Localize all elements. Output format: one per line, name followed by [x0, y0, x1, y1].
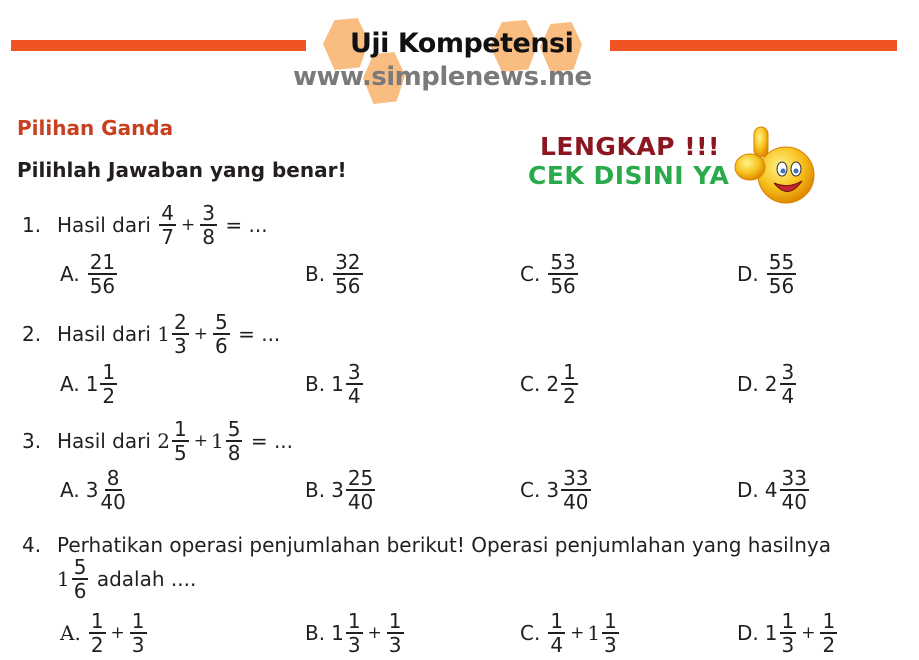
- fraction: $\frac{3}{8}$: [202, 201, 215, 249]
- question-text: Perhatikan operasi penjumlahan berikut! Operasi penjumlahan yang hasilnya: [57, 533, 832, 557]
- option-4a[interactable]: A. $\frac{1}{2}$ + $\frac{1}{3}$: [60, 609, 145, 657]
- instruction-text: Pilihlah Jawaban yang benar!: [17, 158, 347, 182]
- question-2: 2. Hasil dari 1 $\frac{2}{3}$ + $\frac{5}{6}$ = ...: [22, 310, 281, 358]
- option-2c[interactable]: C. 2 $\frac{1}{2}$: [520, 360, 576, 408]
- page-title: Uji Kompetensi: [350, 28, 574, 59]
- option-1c[interactable]: C. $\frac{53}{56}$: [520, 250, 576, 298]
- question-4-line-2: 1 $\frac{5}{6}$ adalah ....: [57, 555, 197, 603]
- question-1: 1. Hasil dari $\frac{4}{7}$ + $\frac{3}{8}$ = ...: [22, 201, 268, 249]
- option-4b[interactable]: B. 1 $\frac{1}{3}$ + $\frac{1}{3}$: [305, 609, 402, 657]
- option-1a[interactable]: A. $\frac{21}{56}$: [60, 250, 116, 298]
- question-3: 3. Hasil dari 2 $\frac{1}{5}$ + 1 $\frac{5}{8}$ = ...: [22, 417, 294, 465]
- question-4: 4. Perhatikan operasi penjumlahan berikut! Operasi penjumlahan yang hasilnya: [22, 533, 832, 557]
- promo-line-2[interactable]: CEK DISINI YA: [528, 161, 730, 190]
- watermark-url: www.simplenews.me: [293, 62, 592, 92]
- fraction: $\frac{4}{7}$: [161, 201, 175, 249]
- option-2b[interactable]: B. 1 $\frac{3}{4}$: [305, 360, 361, 408]
- option-3b[interactable]: B. 3 $\frac{25}{40}$: [305, 466, 374, 514]
- option-4d[interactable]: D. 1 $\frac{1}{3}$ + $\frac{1}{2}$: [737, 609, 836, 657]
- question-prefix: Hasil dari: [57, 213, 151, 237]
- option-3c[interactable]: C. 3 $\frac{33}{40}$: [520, 466, 589, 514]
- thumbs-up-smiley-icon[interactable]: [730, 123, 816, 207]
- promo-line-1[interactable]: LENGKAP !!!: [540, 132, 720, 161]
- option-3d[interactable]: D. 4 $\frac{33}{40}$: [737, 466, 807, 514]
- option-1b[interactable]: B. $\frac{32}{56}$: [305, 250, 361, 298]
- header-rule-left: [11, 40, 306, 51]
- option-2a[interactable]: A. 1 $\frac{1}{2}$: [60, 360, 116, 408]
- option-1d[interactable]: D. $\frac{55}{56}$: [737, 250, 795, 298]
- option-4c[interactable]: C. $\frac{1}{4}$ + 1 $\frac{1}{3}$: [520, 609, 617, 657]
- header-rule-right: [610, 40, 897, 51]
- option-2d[interactable]: D. 2 $\frac{3}{4}$: [737, 360, 795, 408]
- question-number: 1.: [22, 213, 42, 237]
- option-3a[interactable]: A. 3 $\frac{8}{40}$: [60, 466, 126, 514]
- section-title: Pilihan Ganda: [17, 116, 174, 140]
